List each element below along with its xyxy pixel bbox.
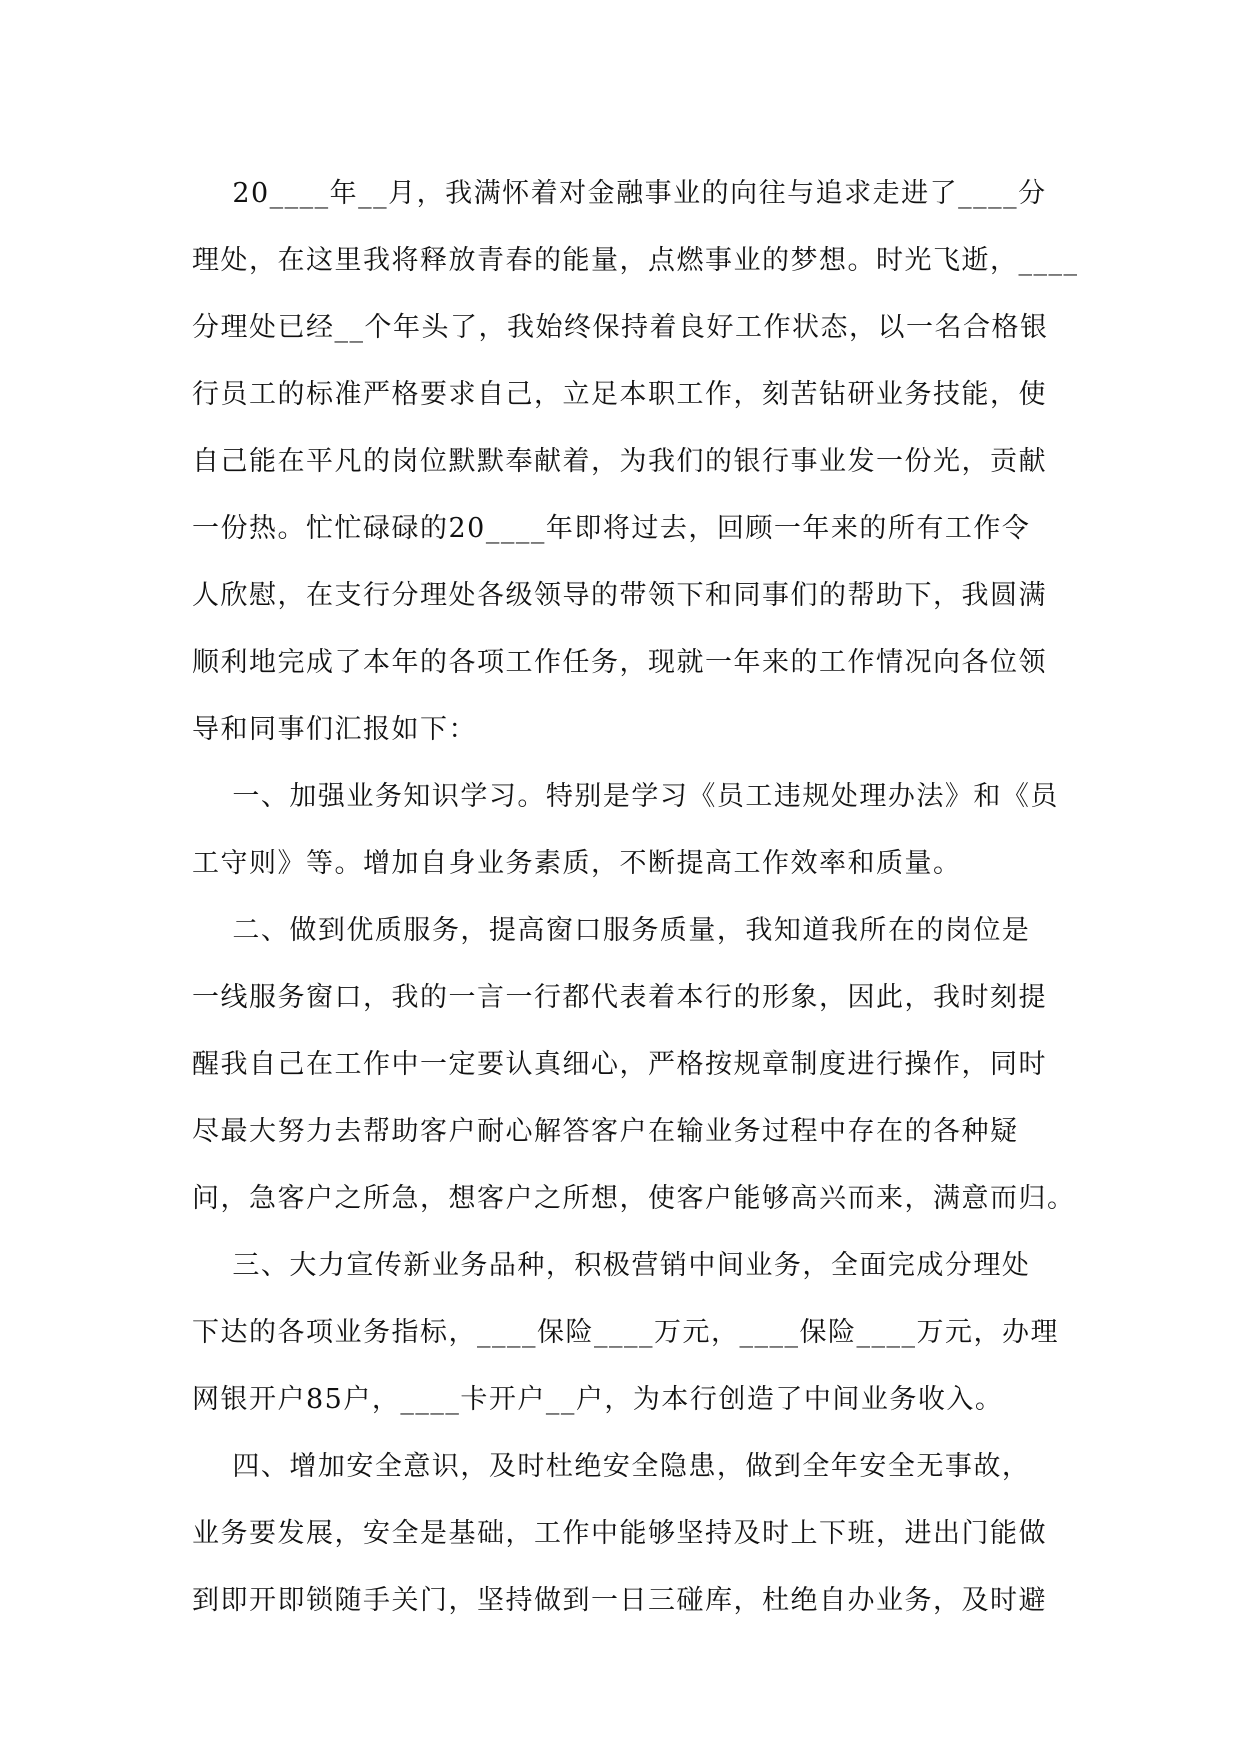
text-line: 一份热。忙忙碌碌的20____年即将过去，回顾一年来的所有工作令 — [192, 513, 1031, 544]
text-line: 到即开即锁随手关门，坚持做到一日三碰库，杜绝自办业务，及时避 — [192, 1585, 1047, 1616]
text-line: 自己能在平凡的岗位默默奉献着，为我们的银行事业发一份光，贡献 — [192, 446, 1047, 477]
text-line: 理处，在这里我将释放青春的能量，点燃事业的梦想。时光飞逝，____ — [192, 245, 1079, 276]
text-line: 醒我自己在工作中一定要认真细心，严格按规章制度进行操作，同时 — [192, 1049, 1047, 1080]
text-line: 问，急客户之所急，想客户之所想，使客户能够高兴而来，满意而归。 — [192, 1183, 1076, 1214]
text-line: 尽最大努力去帮助客户耐心解答客户在输业务过程中存在的各种疑 — [192, 1116, 1019, 1147]
text-line: 顺利地完成了本年的各项工作任务，现就一年来的工作情况向各位领 — [192, 647, 1047, 678]
text-line: 20____年__月，我满怀着对金融事业的向往与追求走进了____分 — [192, 178, 1047, 209]
text-line: 导和同事们汇报如下： — [192, 714, 477, 745]
text-line: 一线服务窗口，我的一言一行都代表着本行的形象，因此，我时刻提 — [192, 982, 1047, 1013]
document-body — [192, 160, 1079, 1634]
text-line: 工守则》等。增加自身业务素质，不断提高工作效率和质量。 — [192, 848, 962, 879]
text-line: 业务要发展，安全是基础，工作中能够坚持及时上下班，进出门能做 — [192, 1518, 1047, 1549]
text-line: 下达的各项业务指标，____保险____万元，____保险____万元，办理 — [192, 1317, 1059, 1348]
text-line: 四、增加安全意识，及时杜绝安全隐患，做到全年安全无事故， — [192, 1451, 1031, 1482]
text-line: 网银开户85户，____卡开户__户，为本行创造了中间业务收入。 — [192, 1384, 1004, 1415]
text-line: 三、大力宣传新业务品种，积极营销中间业务，全面完成分理处 — [192, 1250, 1031, 1281]
text-line: 分理处已经__个年头了，我始终保持着良好工作状态，以一名合格银 — [192, 312, 1049, 343]
text-line: 二、做到优质服务，提高窗口服务质量，我知道我所在的岗位是 — [192, 915, 1031, 946]
text-line: 人欣慰，在支行分理处各级领导的带领下和同事们的帮助下，我圆满 — [192, 580, 1047, 611]
text-line: 行员工的标准严格要求自己，立足本职工作，刻苦钻研业务技能，使 — [192, 379, 1047, 410]
text-line: 一、加强业务知识学习。特别是学习《员工违规处理办法》和《员 — [192, 781, 1059, 812]
